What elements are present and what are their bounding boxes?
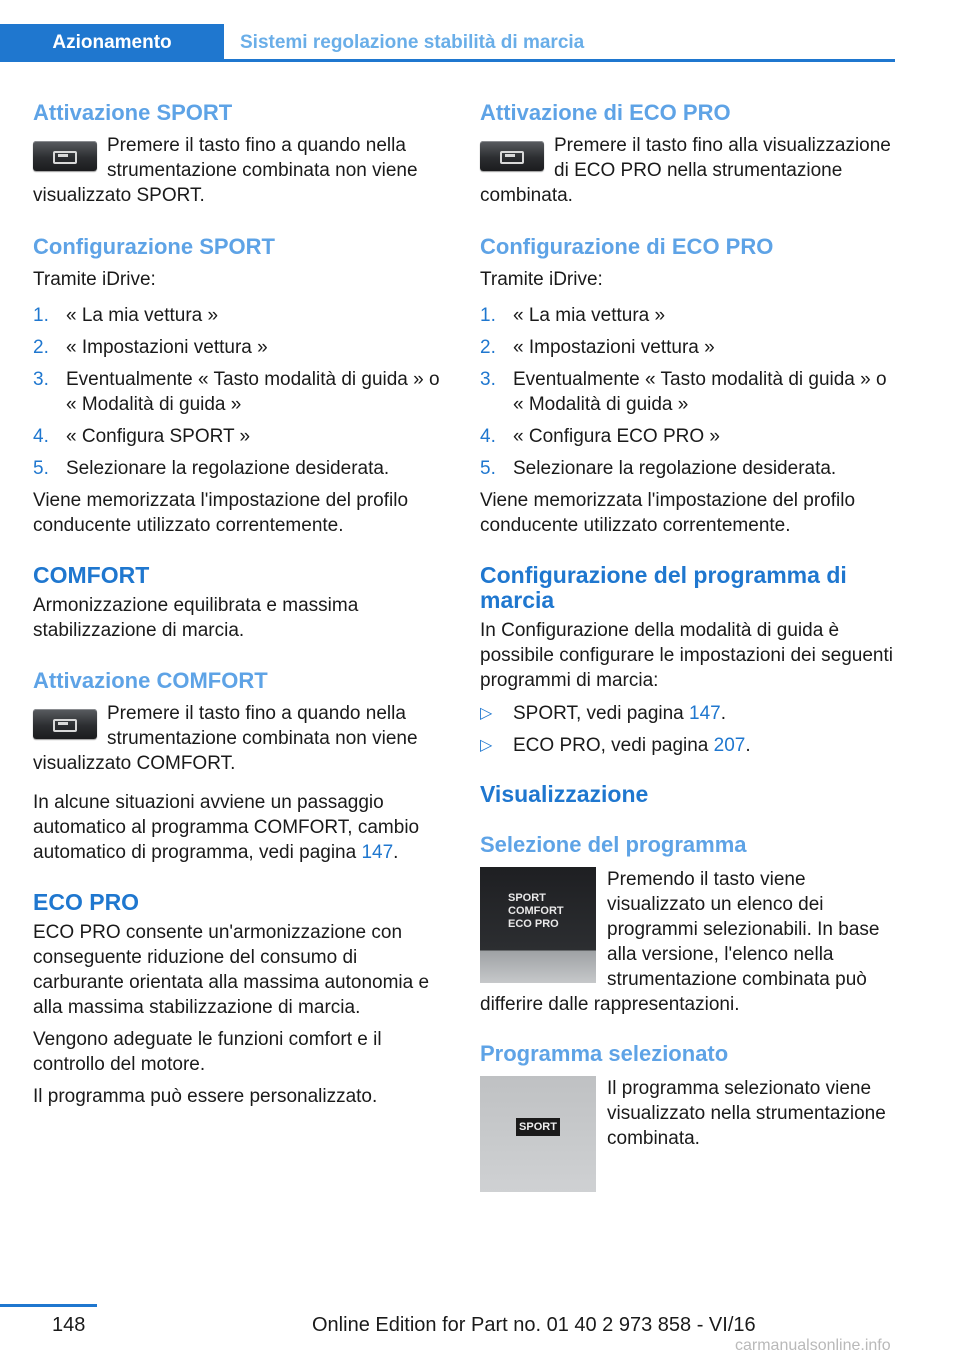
eco-pro-p3: Il programma può essere personalizzato.	[33, 1086, 378, 1107]
list-item: 5. Selezionare la regolazione desiderata.	[33, 458, 390, 479]
eco-activation-title: Attivazione di ECO PRO	[480, 100, 731, 125]
right-column	[480, 100, 900, 1196]
online-edition: Online Edition for Part no. 01 40 2 973 858 - VI/16	[312, 1314, 756, 1336]
comfort-text: Armonizzazione equilibrata e massima stabilizzazione di marcia.	[33, 595, 359, 641]
program-config-list	[480, 701, 900, 758]
footer-rule	[0, 1304, 97, 1307]
list-item: 3. Eventualmente « Tasto modalità di guida » o « Modalità di guida »	[480, 369, 887, 415]
program-config-text: In Configurazione della modalità di guida è possibile configurare le impostazioni dei seguenti programmi di marcia:	[480, 620, 893, 691]
eco-config-steps	[480, 303, 900, 481]
list-item: ▷ ECO PRO, vedi pagina 207.	[480, 735, 751, 756]
display-title: Visualizzazione	[480, 781, 649, 807]
eco-pro-p1: ECO PRO consente un'armonizzazione con conseguente riduzione del consumo di carburante orientata alla massima autonomia e alla massima stabilizzazione di marcia.	[33, 922, 430, 1018]
list-item: 2. « Impostazioni vettura »	[33, 337, 268, 358]
list-item: 4. « Configura ECO PRO »	[480, 426, 720, 447]
eco-config-title: Configurazione di ECO PRO	[480, 234, 774, 259]
left-column	[33, 100, 453, 1109]
program-selection-title: Selezione del programma	[480, 832, 747, 857]
sport-config-note: Viene memorizzata l'impostazione del profilo conducente utilizzato correntemente.	[33, 490, 409, 536]
triangle-bullet-icon: ▷	[480, 737, 493, 754]
comfort-activation-block	[33, 701, 453, 776]
header-bar	[0, 0, 895, 62]
program-list-display-image	[480, 867, 596, 983]
eco-pro-p2: Vengono adeguate le funzioni comfort e il controllo del motore.	[33, 1029, 382, 1075]
sport-config-title: Configurazione SPORT	[33, 234, 275, 259]
program-selected-title: Programma selezionato	[480, 1041, 729, 1066]
list-item: 1. « La mia vettura »	[33, 305, 219, 326]
chapter-tab[interactable]: Sistemi regolazione stabilità di marcia	[240, 32, 585, 53]
comfort-auto-text: In alcune situazioni avviene un passaggio automatico al programma COMFORT, cambio automatico di programma, vedi pagina 147.	[33, 792, 420, 863]
eco-config-note: Viene memorizzata l'impostazione del profilo conducente utilizzato correntemente.	[480, 490, 856, 536]
list-item: ▷ SPORT, vedi pagina 147.	[480, 703, 727, 724]
program-selected-block	[480, 1070, 900, 1196]
comfort-activation-title: Attivazione COMFORT	[33, 668, 268, 693]
page-number: 148	[52, 1314, 86, 1336]
watermark: carmanualsonline.info	[735, 1337, 891, 1354]
triangle-bullet-icon: ▷	[480, 705, 493, 722]
list-item: 2. « Impostazioni vettura »	[480, 337, 715, 358]
eco-activation-text: Premere il tasto fino alla visualizzazione di ECO PRO nella strumentazione combinata.	[480, 135, 891, 206]
driving-mode-button-icon	[33, 141, 97, 171]
sport-activation-text: Premere il tasto fino a quando nella strumentazione combinata non viene visualizzato SPORT.	[33, 135, 418, 206]
page-link[interactable]: 147	[361, 842, 394, 863]
program-selection-text: Premendo il tasto viene visualizzato un elenco dei programmi selezionabili. In base alla versione, l'elenco nella strumentazione combinata può differire dalle rappresentazioni.	[480, 869, 880, 1015]
comfort-title: COMFORT	[33, 562, 150, 588]
section-tab[interactable]: Azionamento	[0, 24, 224, 62]
sport-activation-block	[33, 133, 453, 208]
header-rule	[224, 59, 895, 62]
sport-activation-title: Attivazione SPORT	[33, 100, 233, 125]
page-link[interactable]: 207	[713, 735, 746, 756]
list-item: 4. « Configura SPORT »	[33, 426, 251, 447]
comfort-activation-text: Premere il tasto fino a quando nella strumentazione combinata non viene visualizzato COMFORT.	[33, 703, 418, 774]
program-selected-text: Il programma selezionato viene visualizzato nella strumentazione combinata.	[607, 1078, 886, 1149]
eco-pro-title: ECO PRO	[33, 889, 140, 915]
eco-config-intro: Tramite iDrive:	[480, 269, 603, 290]
program-menu: SPORT COMFORT ECO PRO	[508, 892, 564, 930]
sport-badge: SPORT	[516, 1118, 560, 1136]
program-config-title: Configurazione del programma di marcia	[480, 562, 847, 613]
list-item: 1. « La mia vettura »	[480, 305, 666, 326]
sport-config-steps	[33, 303, 453, 481]
eco-activation-block	[480, 133, 900, 208]
selected-program-display-image	[480, 1076, 596, 1192]
page-link[interactable]: 147	[689, 703, 721, 724]
driving-mode-button-icon	[33, 709, 97, 739]
program-selection-block	[480, 861, 900, 1017]
sport-config-intro: Tramite iDrive:	[33, 269, 156, 290]
driving-mode-button-icon	[480, 141, 544, 171]
list-item: 5. Selezionare la regolazione desiderata.	[480, 458, 837, 479]
list-item: 3. Eventualmente « Tasto modalità di guida » o « Modalità di guida »	[33, 369, 440, 415]
